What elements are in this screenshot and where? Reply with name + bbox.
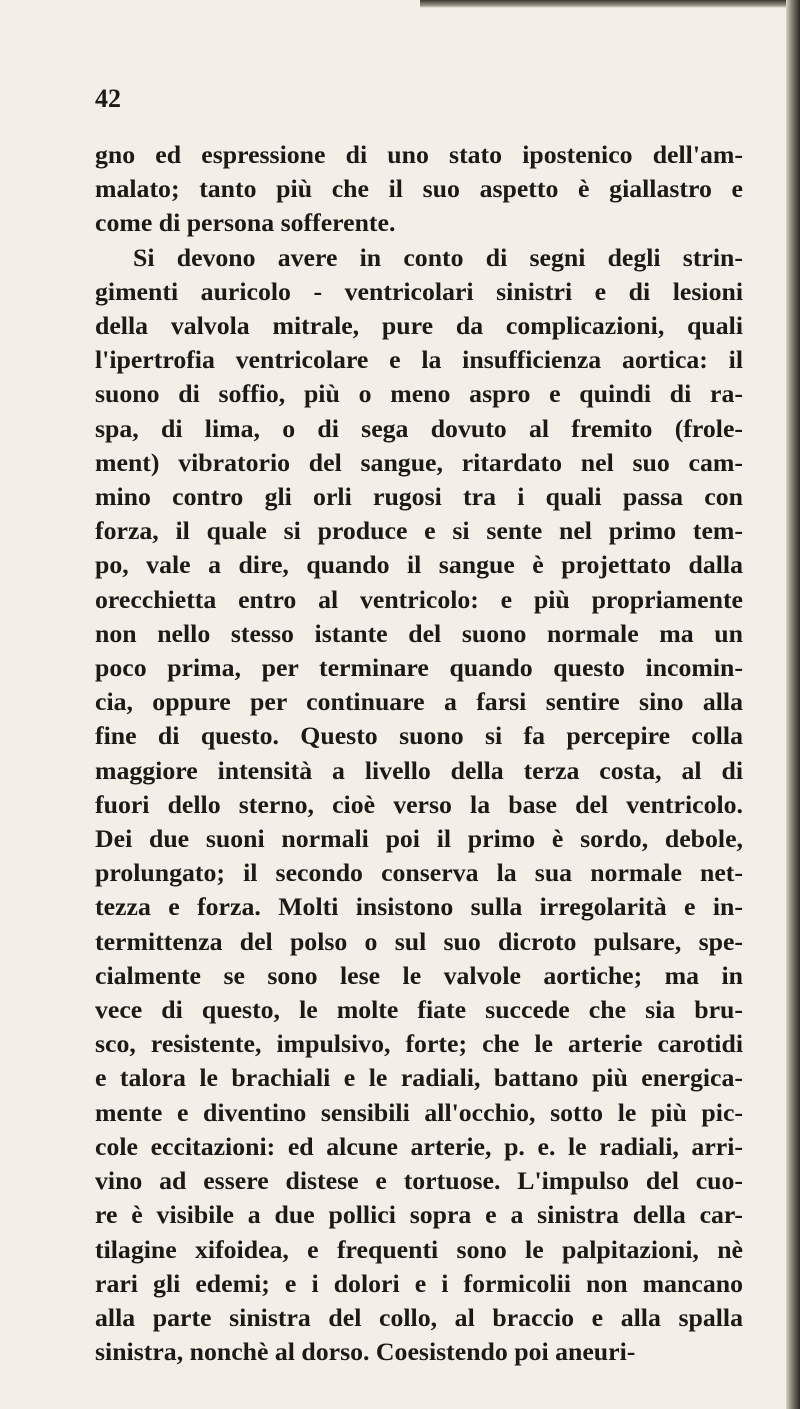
text-line: sinistra, nonchè al dorso. Coesistendo poi aneuri-	[95, 1337, 636, 1367]
text-line: fuori dello sterno, cioè verso la base del ventricolo.	[95, 789, 743, 819]
text-line: cole eccitazioni: ed alcune arterie, p. e. le radiali, arri-	[95, 1131, 743, 1161]
page-number: 42	[95, 84, 121, 113]
text-line: della valvola mitrale, pure da complicazioni, quali	[95, 311, 743, 341]
text-line: gno ed espressione di uno stato ipostenico dell'am-	[95, 140, 743, 169]
text-line: rari gli edemi; e i dolori e i formicolii non mancano	[95, 1268, 743, 1298]
text-line: alla parte sinistra del collo, al braccio e alla spalla	[95, 1302, 743, 1332]
text-line: gimenti auricolo - ventricolari sinistri e di lesioni	[95, 276, 743, 306]
text-line: cialmente se sono lese le valvole aortiche; ma in	[95, 960, 743, 990]
text-line: orecchietta entro al ventricolo: e più propriamente	[95, 584, 743, 614]
text-line: non nello stesso istante del suono normale ma un	[95, 618, 743, 648]
body-text	[95, 138, 743, 1369]
page-edge-shadow-top	[420, 0, 800, 8]
text-line: fine di questo. Questo suono si fa percepire colla	[95, 721, 743, 751]
text-line: malato; tanto più che il suo aspetto è giallastro e	[95, 174, 743, 204]
text-line: Si devono avere in conto di segni degli strin-	[133, 242, 743, 272]
text-line: come di persona sofferente.	[95, 208, 396, 238]
text-line: vino ad essere distese e tortuose. L'impulso del cuo-	[95, 1166, 743, 1196]
text-line: prolungato; il secondo conserva la sua normale net-	[95, 858, 743, 888]
text-line: suono di soffio, più o meno aspro e quindi di ra-	[95, 379, 743, 409]
text-line: cia, oppure per continuare a farsi sentire sino alla	[95, 687, 743, 717]
text-line: tilagine xifoidea, e frequenti sono le palpitazioni, nè	[95, 1234, 743, 1264]
text-line: forza, il quale si produce e si sente nel primo tem-	[95, 516, 743, 546]
text-line: mino contro gli orli rugosi tra i quali passa con	[95, 482, 743, 512]
text-line: tezza e forza. Molti insistono sulla irregolarità e in-	[95, 892, 743, 922]
text-line: termittenza del polso o sul suo dicroto pulsare, spe-	[95, 926, 743, 956]
text-line: Dei due suoni normali poi il primo è sordo, debole,	[95, 824, 743, 854]
text-line: sco, resistente, impulsivo, forte; che le arterie carotidi	[95, 1029, 743, 1059]
text-line: e talora le brachiali e le radiali, battano più energica-	[95, 1063, 743, 1093]
text-line: poco prima, per terminare quando questo incomin-	[95, 653, 743, 683]
text-line: l'ipertrofia ventricolare e la insufficienza aortica: il	[95, 345, 743, 375]
text-line: maggiore intensità a livello della terza costa, al di	[95, 755, 743, 785]
text-line: mente e diventino sensibili all'occhio, sotto le più pic-	[95, 1097, 743, 1127]
page-edge-shadow-right	[786, 0, 800, 1409]
text-line: ment) vibratorio del sangue, ritardato nel suo cam-	[95, 447, 743, 477]
text-line: vece di questo, le molte fiate succede che sia bru-	[95, 995, 743, 1025]
text-line: re è visibile a due pollici sopra e a sinistra della car-	[95, 1200, 743, 1230]
text-line: spa, di lima, o di sega dovuto al fremito (frole-	[95, 413, 743, 443]
text-line: po, vale a dire, quando il sangue è projettato dalla	[95, 550, 743, 580]
